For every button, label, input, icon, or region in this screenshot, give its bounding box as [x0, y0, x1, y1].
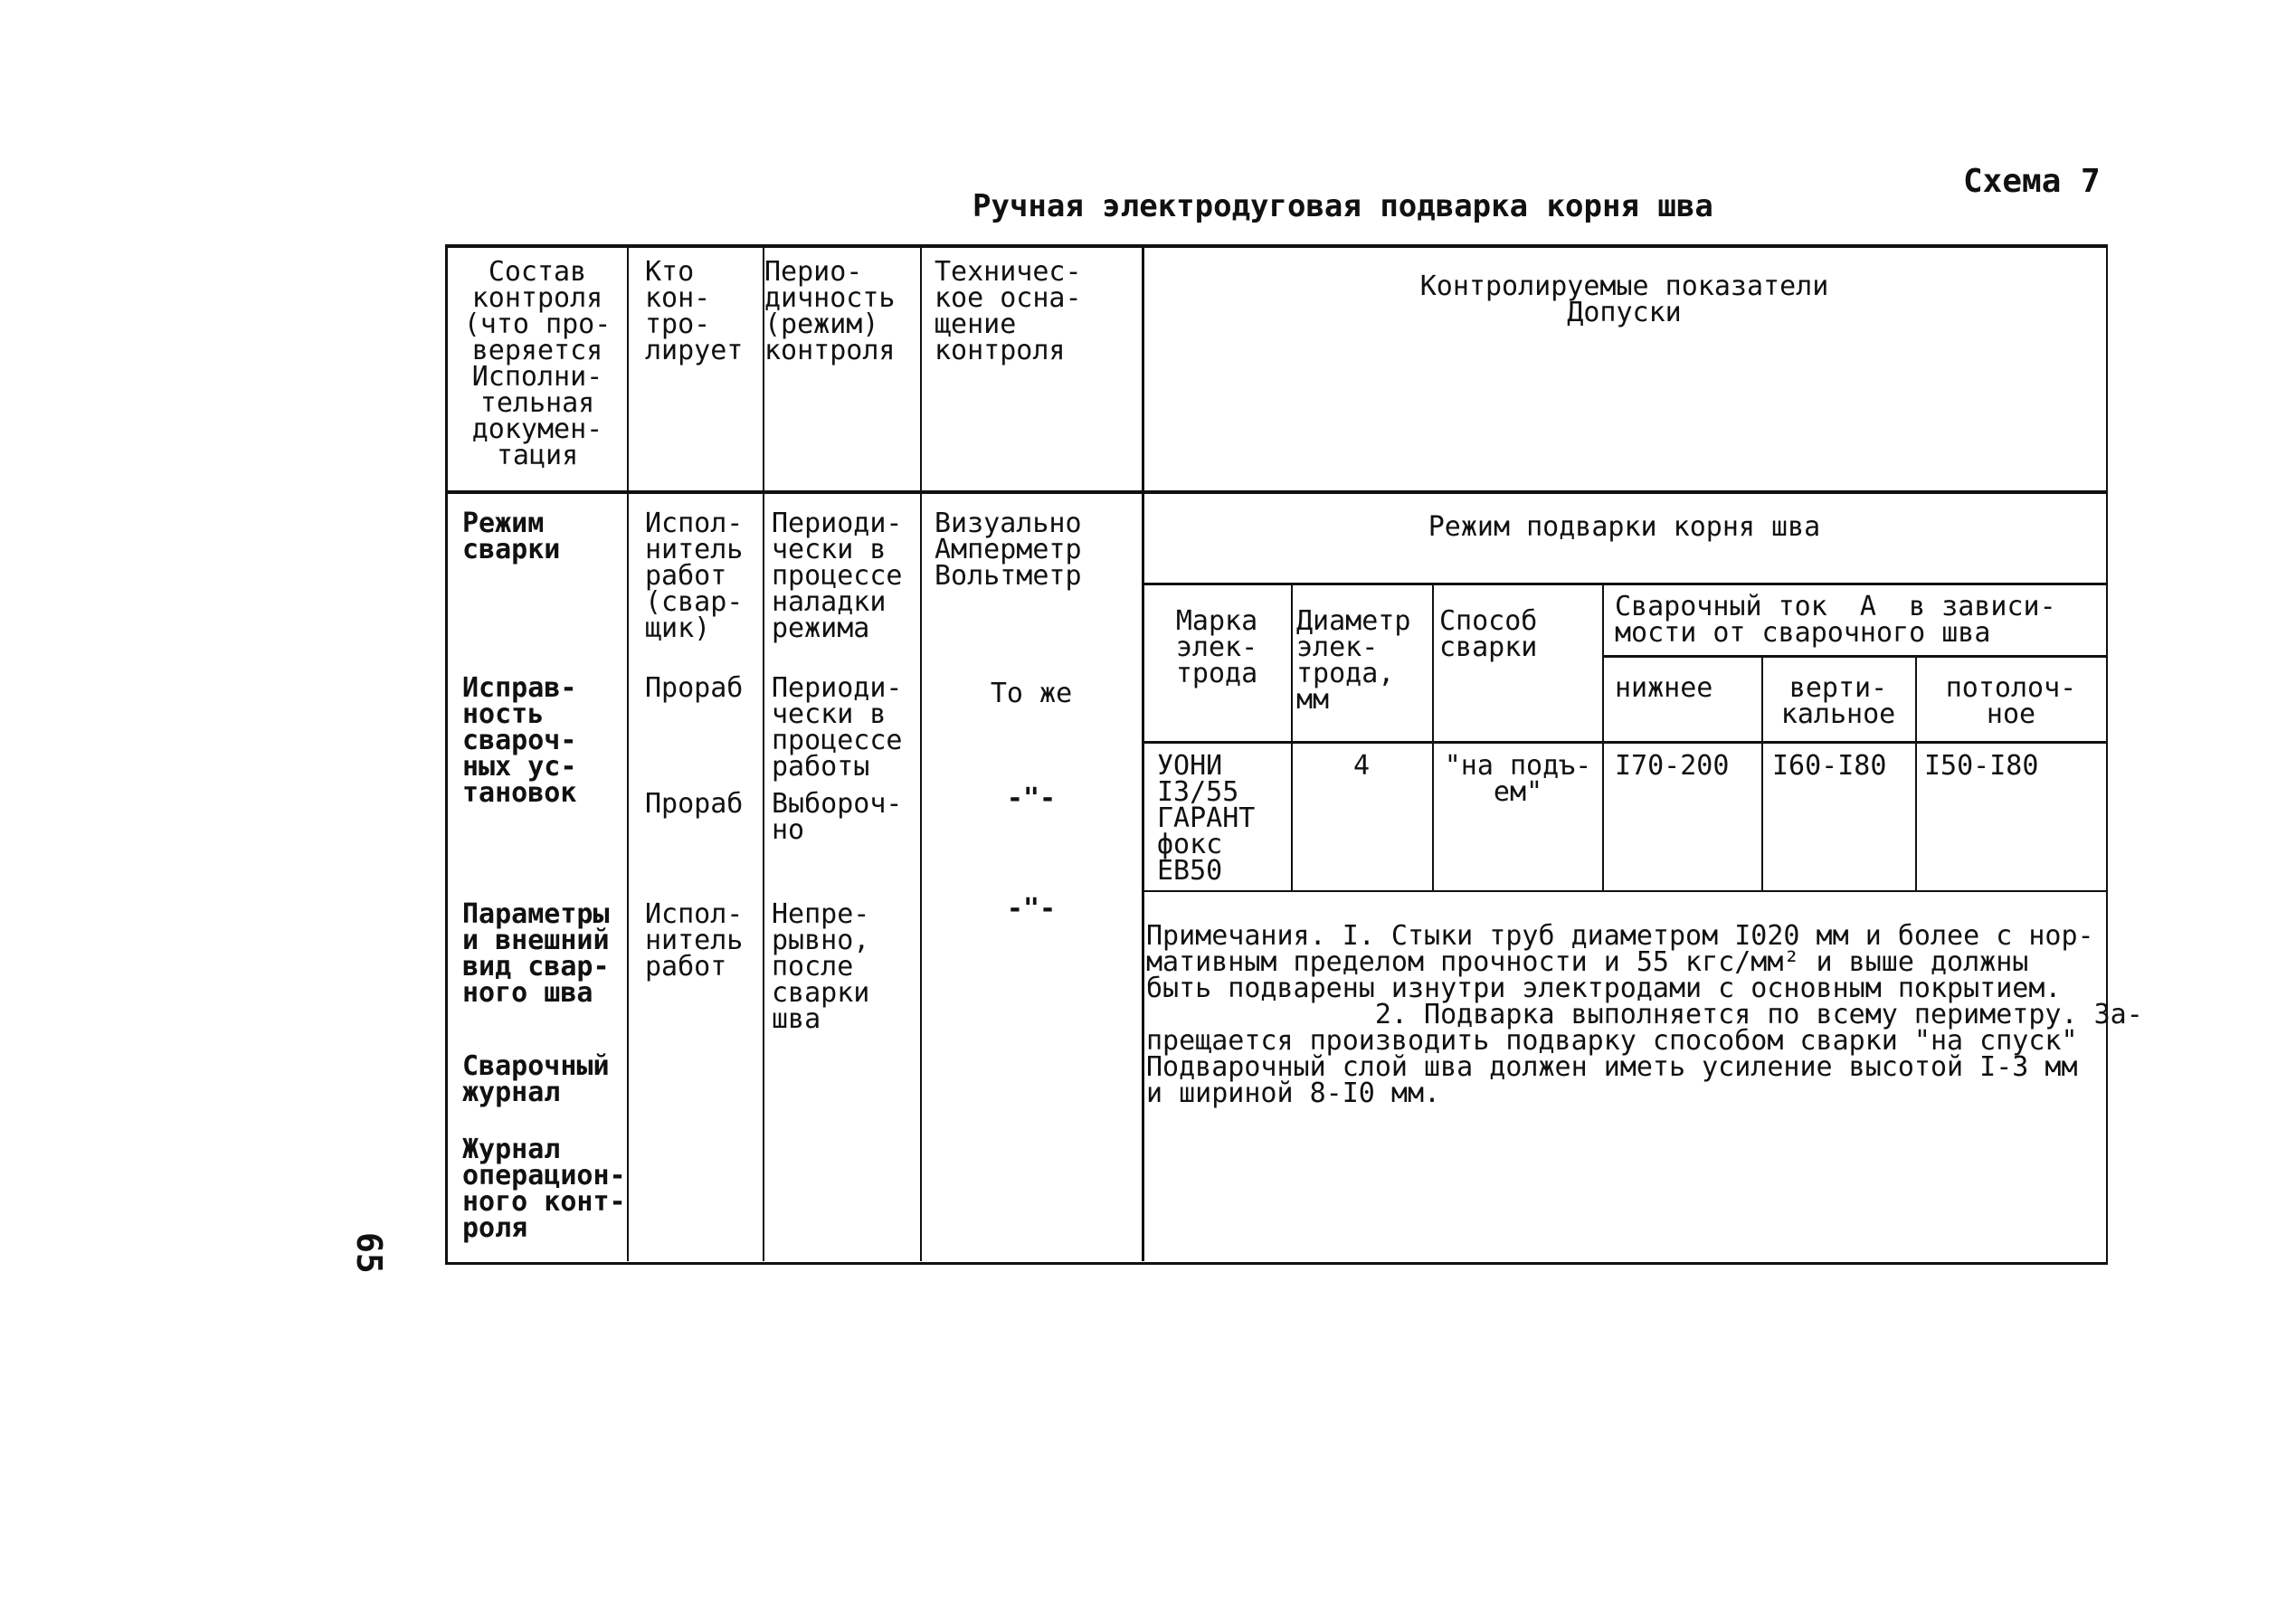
- value-electrode-brand: УОНИ I3/55 ГАРАНТ фокс ЕВ50: [1157, 750, 1256, 887]
- row-equipment-tools: То же: [990, 678, 1073, 709]
- value-current-lower: I70-200: [1615, 750, 1730, 782]
- column-divider-4: [1142, 248, 1144, 1261]
- value-current-vertical: I60-I80: [1772, 750, 1887, 782]
- col-electrode-diameter: Диаметр элек- трода, мм: [1296, 605, 1411, 716]
- col-electrode-brand: Марка элек- трода: [1175, 605, 1258, 689]
- schema-label: Схема 7: [1963, 163, 2101, 200]
- header-what-controlled: Состав контроля (что про- веряется Исполни- тельная докумен- тация: [463, 256, 612, 471]
- row-weld-journal-what: Сварочный журнал: [462, 1050, 610, 1108]
- weld-mode-title: Режим подварки корня шва: [1428, 511, 1821, 543]
- column-divider-2: [763, 248, 764, 1261]
- row-weld-mode-who: Испол- нитель работ (свар- щик): [645, 508, 744, 644]
- column-divider-1: [627, 248, 629, 1261]
- header-indicators: Контролируемые показатели Допуски: [1419, 271, 1829, 328]
- weld-mode-bottom-divider: [1142, 890, 2107, 892]
- row-equipment-what: Исправ- ность свароч- ных ус- тановок: [462, 672, 577, 809]
- row-spot-check-tools: -"-: [1006, 783, 1057, 814]
- row-spot-check-when: Выбороч- но: [772, 788, 903, 846]
- col-welding-current: Сварочный ток А в зависи- мости от сварочного шва: [1615, 591, 2056, 649]
- weld-mode-header-divider: [1142, 741, 2107, 744]
- row-seam-tools: -"-: [1006, 893, 1057, 925]
- header-who-controls: Кто кон- тро- лирует: [645, 256, 744, 366]
- value-current-overhead: I50-I80: [1924, 750, 2039, 782]
- value-electrode-diameter: 4: [1352, 750, 1371, 782]
- row-operational-journal-what: Журнал операцион- ного конт- роля: [462, 1134, 626, 1244]
- subcol-overhead: потолоч- ное: [1945, 672, 2077, 730]
- row-seam-what: Параметры и внешний вид свар- ного шва: [462, 898, 610, 1009]
- subcol-vertical: верти- кальное: [1780, 672, 1896, 730]
- subcol-lower: нижнее: [1615, 672, 1713, 704]
- row-spot-check-who: Прораб: [645, 788, 744, 820]
- row-equipment-when: Периоди- чески в процессе работы: [772, 672, 903, 783]
- row-seam-when: Непре- рывно, после сварки шва: [772, 898, 870, 1035]
- header-equipment: Техничес- кое осна- щение контроля: [935, 256, 1082, 366]
- row-weld-mode-when: Периоди- чески в процессе наладки режима: [772, 508, 903, 644]
- row-equipment-who: Прораб: [645, 672, 744, 704]
- control-table: [445, 244, 2143, 1265]
- current-subheader-divider: [1602, 655, 2107, 658]
- weld-mode-title-divider: [1142, 583, 2107, 585]
- notes: Примечания. I. Стыки труб диаметром I020 мм и более с нор- мативным пределом прочности и 55 кгс/мм² и выше должны быть подварены изнутри электродами с основным покрытием. 2. Подварка выполняется по всему периметру. За- прещается производить подварку способом сварки "на спуск" Подварочный слой шва должен иметь усиление высотой I-3 мм и шириной 8-I0 мм.: [1146, 920, 2143, 1109]
- header-periodicity: Перио- дичность (режим) контроля: [764, 256, 896, 366]
- col-weld-method: Способ сварки: [1439, 605, 1538, 663]
- document-title: Ручная электродуговая подварка корня шва: [972, 188, 1713, 224]
- row-seam-who: Испол- нитель работ: [645, 898, 744, 983]
- subtable-divider-1: [1291, 584, 1293, 890]
- header-divider: [448, 490, 2107, 494]
- value-weld-method: "на подъ- ем": [1444, 750, 1592, 808]
- row-weld-mode-what: Режим сварки: [462, 508, 561, 565]
- subtable-divider-2: [1432, 584, 1434, 890]
- row-weld-mode-tools: Визуально Амперметр Вольтметр: [935, 508, 1082, 592]
- page-number: 65: [349, 1232, 389, 1274]
- subtable-divider-3: [1602, 584, 1604, 890]
- column-divider-3: [920, 248, 922, 1261]
